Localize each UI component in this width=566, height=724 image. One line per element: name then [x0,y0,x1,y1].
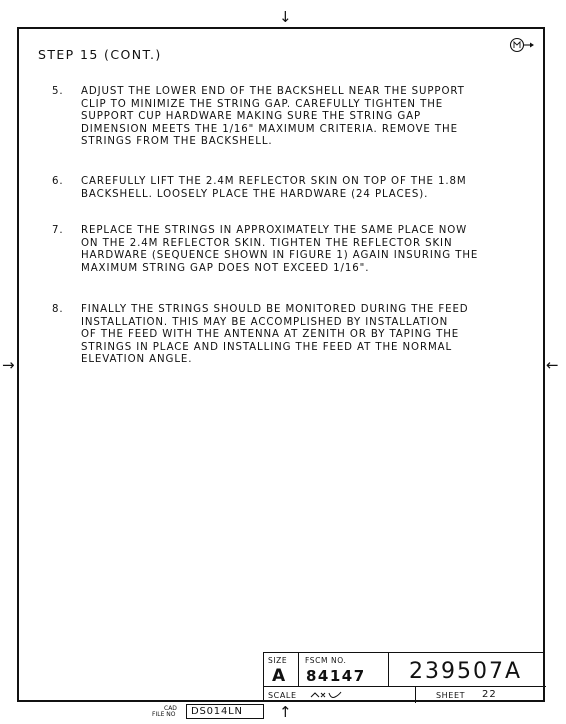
step-number: 7. [52,225,64,236]
scale-cell [264,687,416,703]
right-centering-arrow-icon: ← [546,356,559,374]
fscm-cell [299,653,389,687]
scale-label: SCALE [268,691,297,700]
size-label: SIZE [268,656,288,665]
step-title: STEP 15 (CONT.) [38,47,162,62]
step-number: 5. [52,86,64,97]
cad-file-number: DS014LN [186,704,264,719]
step-number: 8. [52,304,64,315]
size-value: A [272,666,286,686]
fscm-value: 84147 [306,667,366,685]
top-centering-arrow-icon: ↓ [279,8,292,26]
procedure-step-7 [52,225,532,277]
drawing-number-cell [389,653,546,687]
sheet-cell [416,687,546,703]
left-centering-arrow-icon: → [2,356,15,374]
step-text: CAREFULLY LIFT THE 2.4M REFLECTOR SKIN ON TOP OF THE 1.8M BACKSHELL. LOOSELY PLACE THE HARDWARE (24 PLACES). [81,176,467,200]
next-page-arrow-icon [508,37,536,53]
procedure-step-6 [52,176,532,202]
cad-label-bottom: FILE NO [152,711,176,718]
fscm-label: FSCM NO. [305,656,347,665]
procedure-step-5 [52,86,532,150]
drawing-number: 239507A [409,659,523,684]
step-text: ADJUST THE LOWER END OF THE BACKSHELL NEAR THE SUPPORT CLIP TO MINIMIZE THE STRING GAP. CAREFULLY TIGHTEN THE SUPPORT CUP HARDWARE MAKING SURE THE STRING GAP DIMENSION MEETS THE 1/16" MAXIMUM CRITERIA. REMOVE THE STRINGS FROM THE BACKSHELL. [81,86,465,148]
title-block [263,652,545,702]
step-text: FINALLY THE STRINGS SHOULD BE MONITORED DURING THE FEED INSTALLATION. THIS MAY BE ACCOMPLISHED BY INSTALLATION OF THE FEED WITH THE ANTENNA AT ZENITH OR BY TAPING THE STRINGS IN PLACE AND INSTALLING THE FEED AT THE NORMAL ELEVATION ANGLE. [81,304,469,366]
bottom-centering-arrow-icon: ↑ [279,703,292,721]
cad-label-top: CAD [164,705,177,712]
sheet-value: 22 [482,689,497,700]
scale-squiggle-icon [309,689,345,701]
procedure-step-8 [52,304,532,368]
step-number: 6. [52,176,64,187]
sheet-label: SHEET [436,691,466,700]
size-cell [264,653,299,687]
cad-file-label [152,706,177,718]
step-text: REPLACE THE STRINGS IN APPROXIMATELY THE SAME PLACE NOW ON THE 2.4M REFLECTOR SKIN. TIGHTEN THE REFLECTOR SKIN HARDWARE (SEQUENCE SHOWN IN FIGURE 1) AGAIN INSURING THE MAXIMUM STRING GAP DOES NOT EXCEED 1/16". [81,225,479,274]
